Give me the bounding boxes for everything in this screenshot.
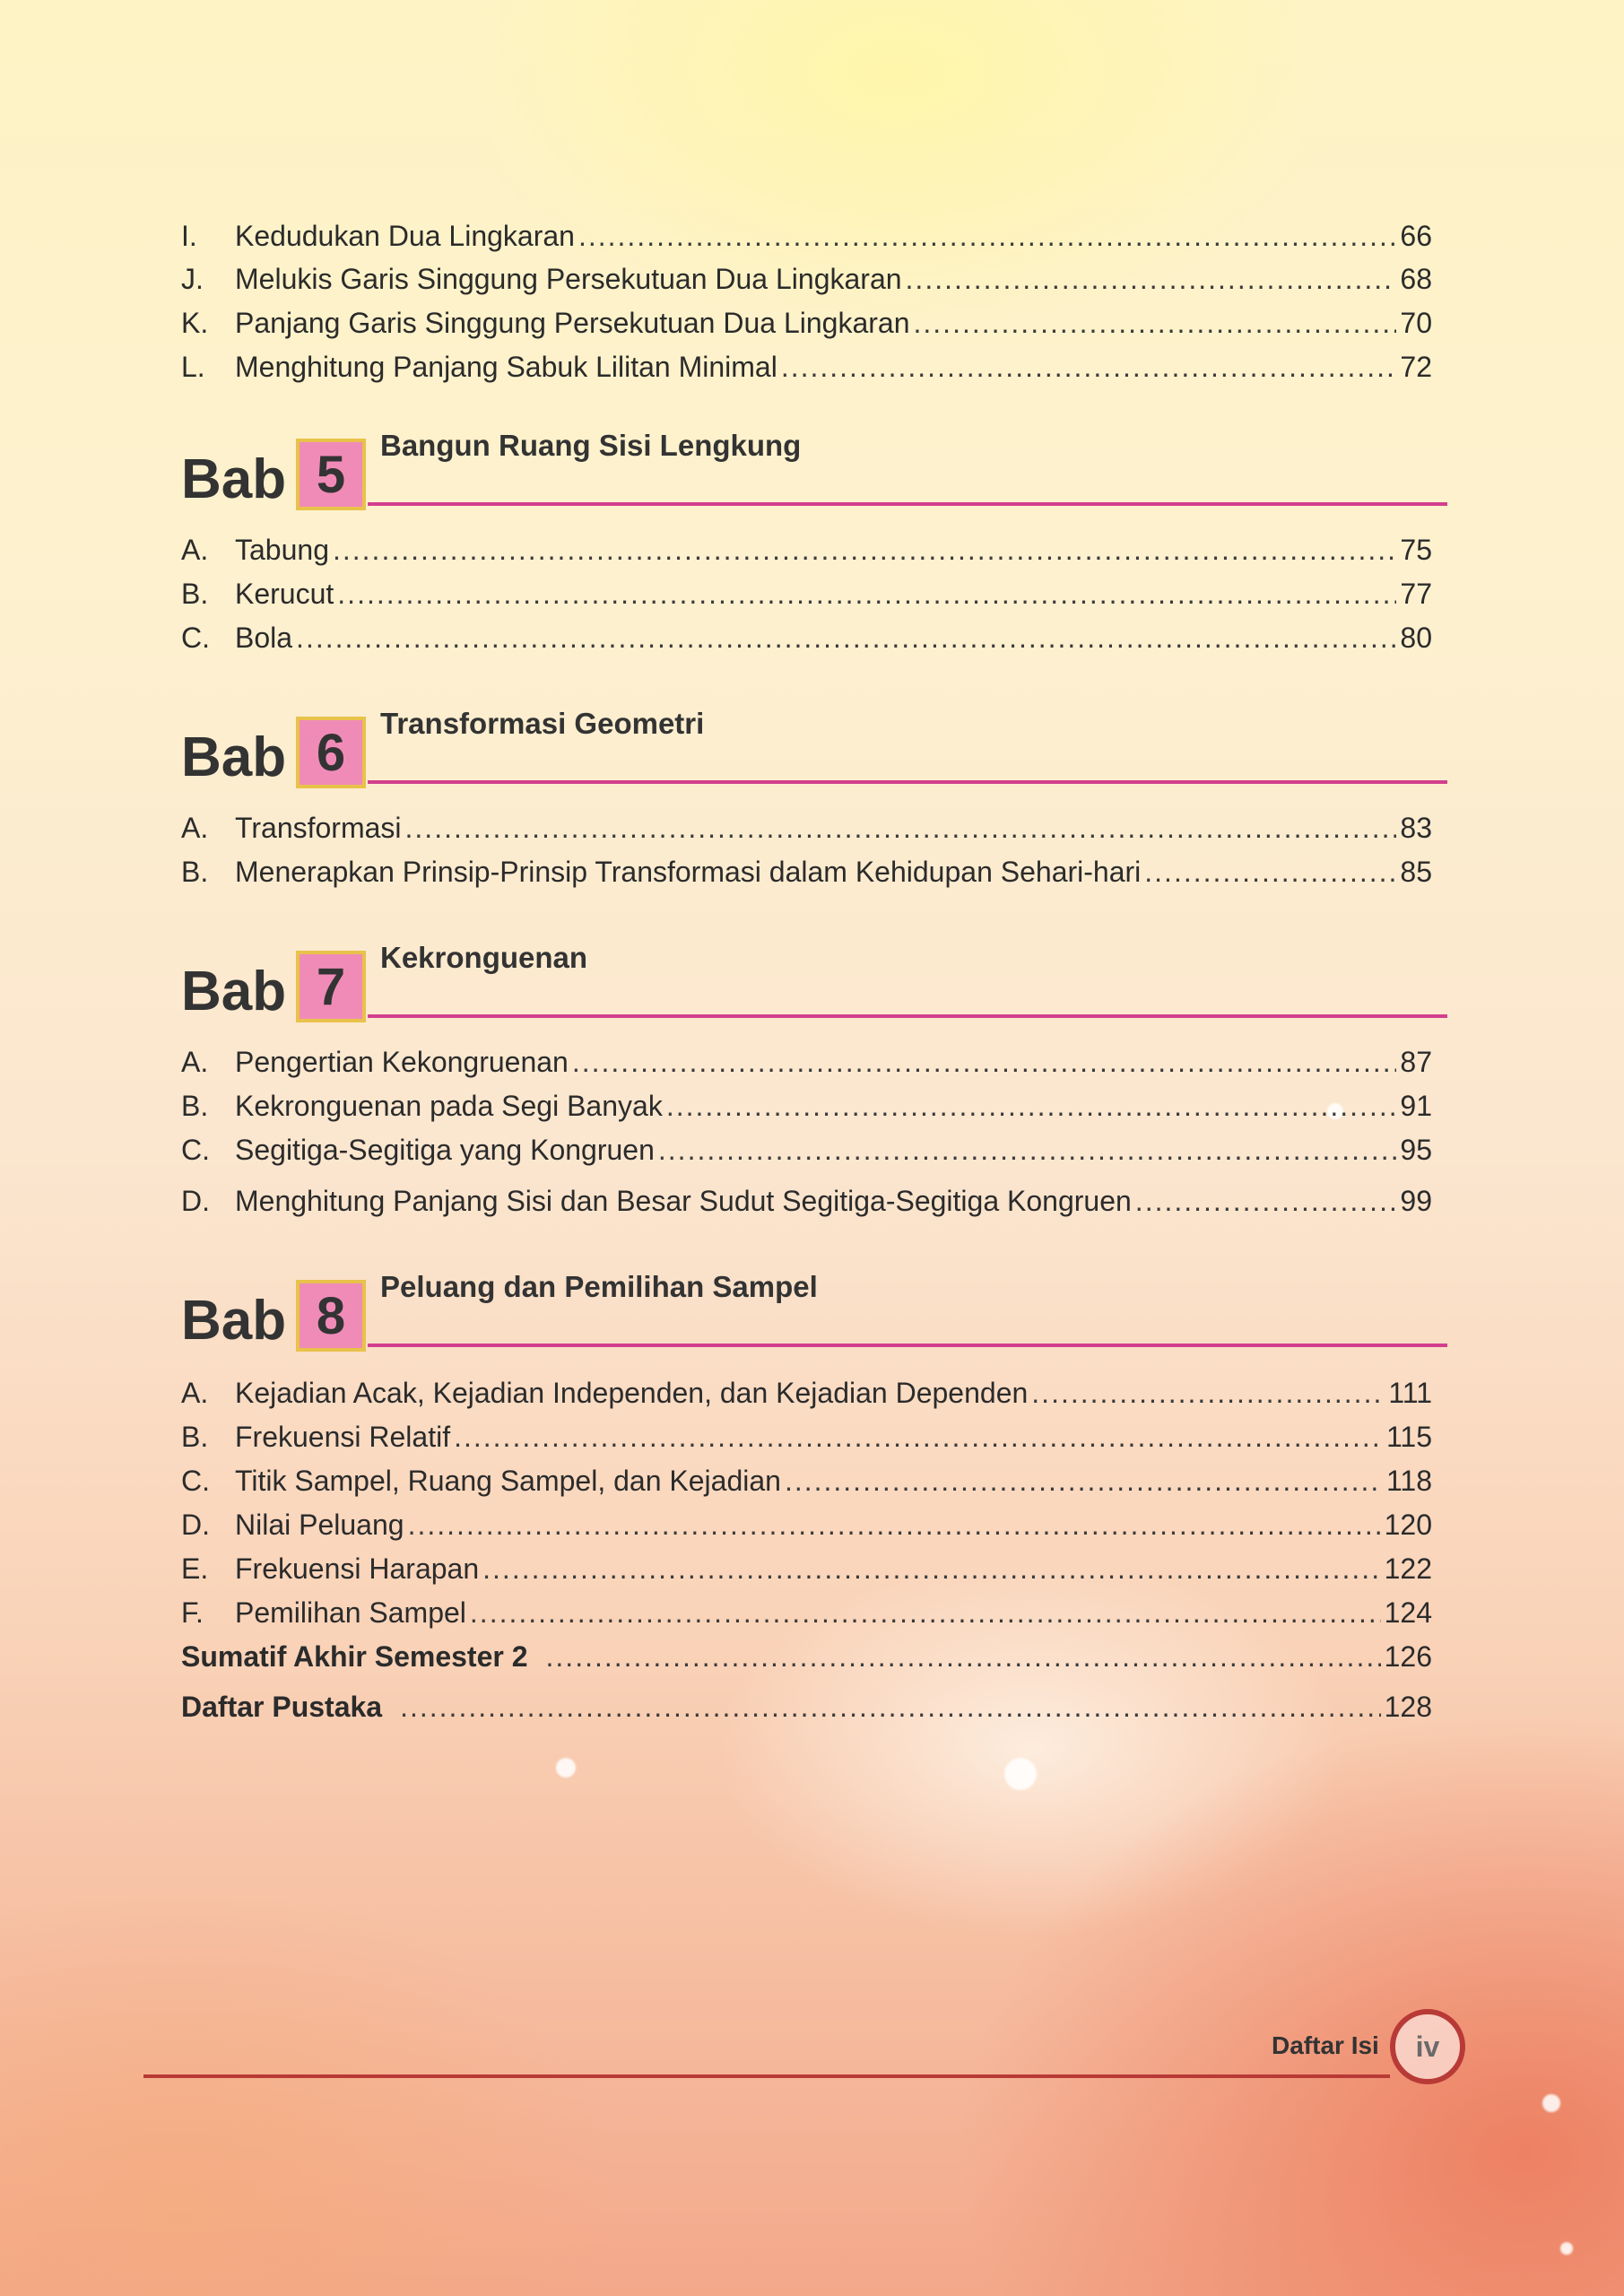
entry-letter: I. [181,219,197,252]
chapter-number-box: 7 [296,951,366,1022]
dot-leader [578,220,1396,253]
chapter-heading-7[interactable] [181,939,1447,1020]
entry-title: Tabung [235,533,329,566]
dot-leader [572,1046,1397,1079]
entry-page: 120 [1384,1508,1432,1541]
chapter-number-box: 6 [296,717,366,788]
entry-page: 80 [1400,621,1432,654]
entry-title: Daftar Pustaka [181,1690,383,1723]
entry-letter: K. [181,306,209,339]
entry-page: 122 [1384,1552,1432,1585]
entry-title: Kekronguenan pada Segi Banyak [235,1089,663,1122]
background-sparkle [556,1758,576,1778]
entry-page: 99 [1400,1184,1432,1217]
entry-title: Menerapkan Prinsip-Prinsip Transformasi dalam Kehidupan Sehari-hari [235,855,1142,888]
background-sparkle [1542,2094,1560,2112]
dot-leader [914,307,1397,340]
entry-title: Nilai Peluang [235,1508,404,1541]
entry-page: 66 [1400,219,1432,252]
entry-title: Frekuensi Harapan [235,1552,480,1585]
entry-title: Sumatif Akhir Semester 2 [181,1639,528,1673]
entry-page: 118 [1385,1464,1432,1497]
chapter-number-box: 8 [296,1280,366,1352]
entry-page: 85 [1400,855,1432,888]
toc-entry[interactable] [181,1504,1432,1545]
entry-letter: C. [181,1464,210,1497]
entry-page: 115 [1385,1420,1432,1453]
entry-letter: C. [181,1133,210,1166]
entry-page: 87 [1400,1045,1432,1078]
entry-page: 111 [1388,1376,1432,1409]
entry-letter: B. [181,1089,209,1122]
dot-leader [333,534,1396,567]
toc-entry[interactable] [181,1372,1432,1413]
entry-title: Kedudukan Dua Lingkaran [235,219,575,252]
toc-entry[interactable] [181,1129,1432,1170]
dot-leader [1144,856,1396,889]
entry-title: Panjang Garis Singgung Persekutuan Dua Lingkaran [235,306,910,339]
toc-entry[interactable] [181,1416,1432,1457]
toc-entry[interactable] [181,346,1432,387]
chapter-title: Bangun Ruang Sisi Lengkung [380,429,802,462]
entry-letter: B. [181,577,209,610]
entry-title: Kejadian Acak, Kejadian Independen, dan Kejadian Dependen [235,1376,1029,1409]
toc-entry[interactable] [181,1041,1432,1083]
entry-title: Titik Sampel, Ruang Sampel, dan Kejadian [235,1464,781,1497]
toc-entry[interactable] [181,1085,1432,1126]
entry-letter: A. [181,1376,209,1409]
entry-page: 128 [1384,1690,1432,1723]
background-sparkle [1560,2242,1573,2255]
entry-page: 70 [1400,306,1432,339]
entry-letter: A. [181,1045,209,1078]
entry-title: Segitiga-Segitiga yang Kongruen [235,1133,655,1166]
chapter-underline [368,1344,1447,1347]
entry-letter: B. [181,1420,209,1453]
toc-entry[interactable] [181,807,1432,848]
entry-page: 83 [1400,811,1432,844]
footer-rule [143,2074,1390,2078]
bab-label: Bab [181,961,287,1022]
chapter-title: Peluang dan Pemilihan Sampel [380,1270,818,1303]
entry-page: 95 [1400,1133,1432,1166]
dot-leader [666,1090,1397,1123]
toc-entry[interactable] [181,215,1432,257]
entry-title: Bola [235,621,293,654]
bab-label: Bab [181,1290,287,1352]
toc-entry-sumatif[interactable] [181,1636,1432,1677]
entry-letter: L. [181,350,205,383]
dot-leader [400,1691,1381,1724]
toc-entry[interactable] [181,302,1432,344]
entry-letter: J. [181,262,204,295]
dot-leader [470,1596,1381,1630]
entry-title: Menghitung Panjang Sisi dan Besar Sudut Segitiga-Segitiga Kongruen [235,1184,1132,1217]
entry-page: 75 [1400,533,1432,566]
entry-page: 72 [1400,350,1432,383]
chapter-underline [368,502,1447,506]
toc-entry[interactable] [181,258,1432,300]
chapter-heading-6[interactable] [181,705,1447,786]
entry-letter: B. [181,855,209,888]
dot-leader [337,578,1396,611]
dot-leader [906,263,1397,296]
entry-title: Frekuensi Relatif [235,1420,451,1453]
toc-entry-daftar-pustaka[interactable] [181,1686,1432,1727]
entry-title: Melukis Garis Singgung Persekutuan Dua Lingkaran [235,262,902,295]
toc-entry[interactable] [181,1592,1432,1633]
toc-entry[interactable] [181,1548,1432,1589]
entry-letter: D. [181,1184,210,1217]
entry-title: Transformasi [235,811,402,844]
dot-leader [781,351,1397,384]
entry-letter: E. [181,1552,209,1585]
toc-entry[interactable] [181,1460,1432,1501]
chapter-heading-8[interactable] [181,1268,1447,1352]
entry-page: 91 [1400,1089,1432,1122]
footer-section-label: Daftar Isi [1272,2031,1379,2059]
entry-letter: A. [181,811,209,844]
toc-entry[interactable] [181,851,1432,892]
toc-entry[interactable] [181,573,1432,614]
entry-letter: C. [181,621,210,654]
dot-leader [1135,1185,1397,1218]
chapter-number-box: 5 [296,439,366,510]
chapter-title: Transformasi Geometri [380,707,705,740]
entry-letter: A. [181,533,209,566]
toc-entry[interactable] [181,617,1432,658]
chapter-title: Kekronguenan [380,941,588,974]
chapter-underline [368,780,1447,784]
toc-entry[interactable] [181,529,1432,570]
bab-label: Bab [181,726,287,788]
entry-title: Pemilihan Sampel [235,1596,466,1629]
entry-page: 126 [1384,1639,1432,1673]
entry-title: Kerucut [235,577,334,610]
dot-leader [405,812,1397,845]
chapter-underline [368,1014,1447,1018]
dot-leader [454,1421,1383,1454]
entry-letter: D. [181,1508,210,1541]
dot-leader [1031,1377,1385,1410]
page-number-badge: iv [1390,2009,1465,2084]
dot-leader [546,1640,1381,1674]
dot-leader [408,1509,1381,1542]
bab-label: Bab [181,448,287,510]
dot-leader [482,1552,1380,1586]
entry-page: 77 [1400,577,1432,610]
entry-letter: F. [181,1596,204,1629]
dot-leader [296,622,1396,655]
toc-entry[interactable] [181,1180,1432,1222]
chapter-heading-5[interactable] [181,427,1447,508]
background-sparkle [1004,1758,1037,1790]
entry-title: Pengertian Kekongruenan [235,1045,569,1078]
entry-page: 124 [1384,1596,1432,1629]
dot-leader [658,1134,1397,1167]
entry-title: Menghitung Panjang Sabuk Lilitan Minimal [235,350,777,383]
dot-leader [785,1465,1383,1498]
entry-page: 68 [1400,262,1432,295]
